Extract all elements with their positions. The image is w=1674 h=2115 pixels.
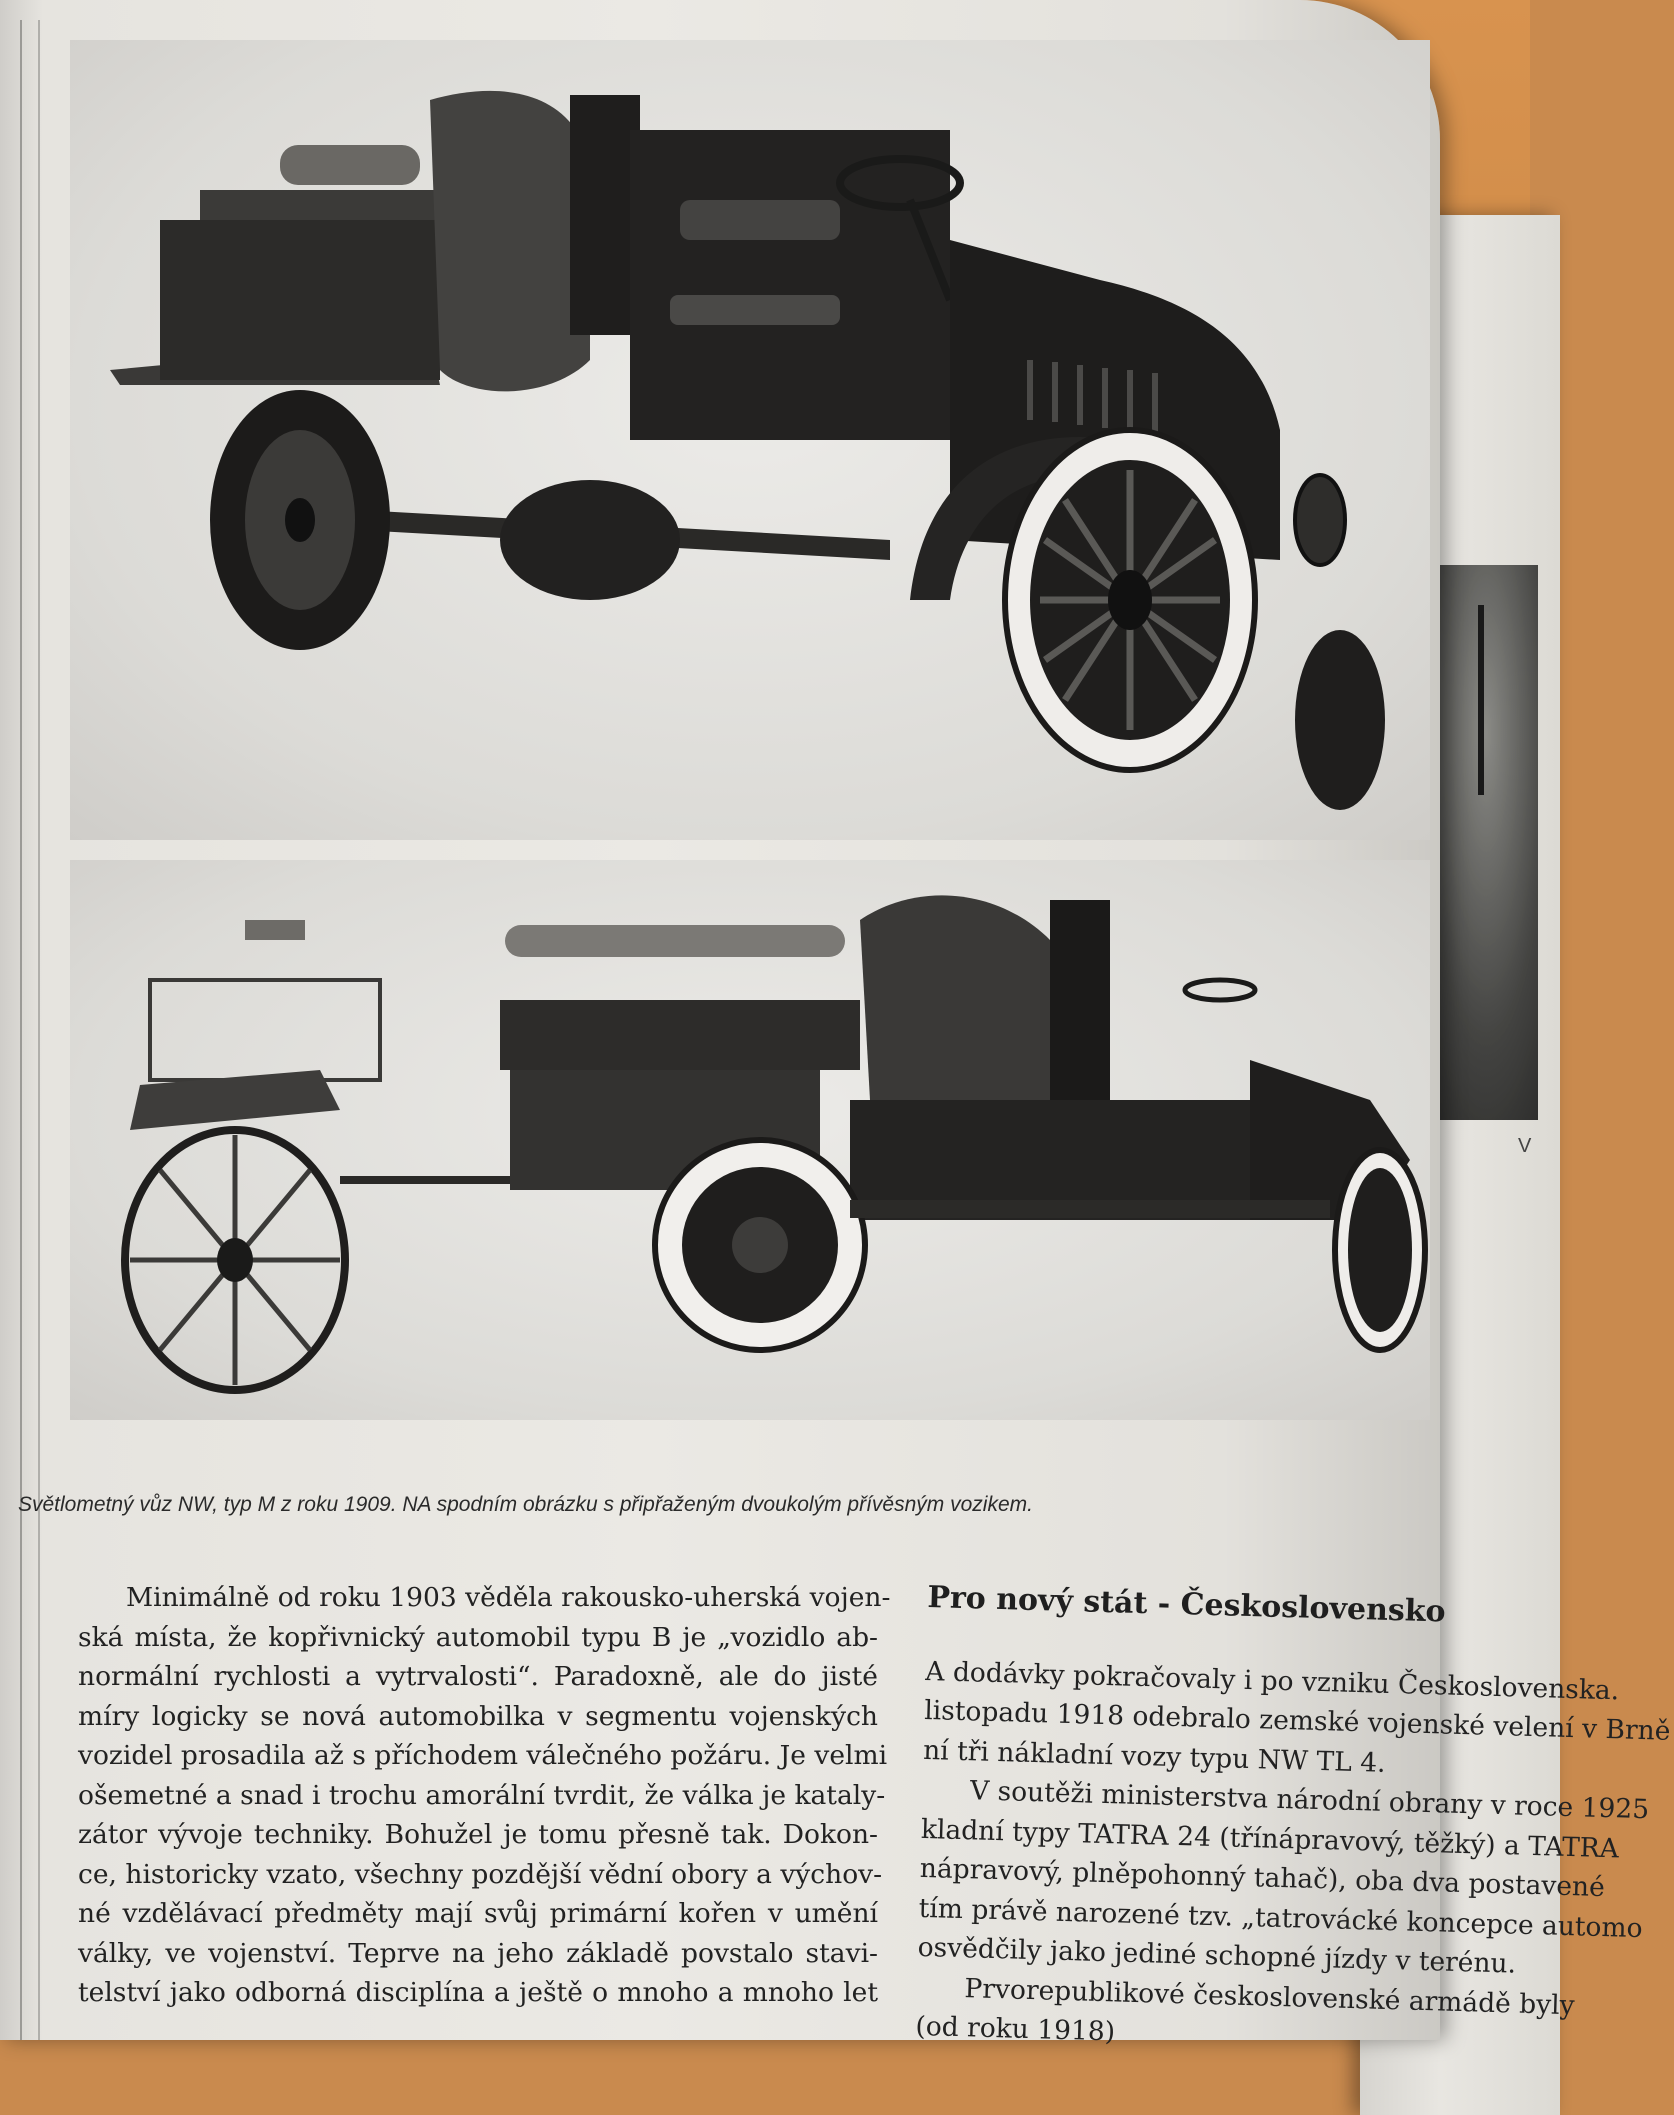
text-line: tím právě narozené tzv. „tatrovácké koncepce automo [918, 1892, 1644, 1944]
text-line: ošemetné a snad i trochu amorální tvrdit, že válka je kataly- [78, 1779, 886, 1811]
text-line: osvědčily jako jediné schopné jízdy v terénu. [917, 1931, 1517, 1980]
page-edge [20, 20, 40, 2040]
body-text-left-column [78, 1578, 891, 2013]
right-page-caption-fragment: V [1518, 1135, 1532, 1157]
photo-truck-with-trailer [70, 860, 1430, 1420]
text-line: telství jako odborná disciplína a ještě o mnoho a mnoho let [78, 1977, 878, 2008]
text-line: ská místa, že kopřivnický automobil typu B je „vozidlo ab- [78, 1621, 878, 1653]
text-line: A dodávky pokračovaly i po vzniku Československa. [924, 1655, 1620, 1706]
text-line: ce, historicky vzato, všechny pozdější vědní obory a výchov- [78, 1858, 883, 1890]
photo-caption: Světlometný vůz NW, typ M z roku 1909. NA spodním obrázku s připřaženým dvoukolým přívěsným vozikem. [18, 1493, 1033, 1516]
text-line: zátor vývoje techniky. Bohužel je tomu přesně tak. Dokon- [78, 1819, 878, 1850]
section-heading: Pro nový stát - Československo [926, 1579, 1447, 1630]
text-line: války, ve vojenství. Teprve na jeho základě povstalo stavi- [78, 1937, 878, 1969]
text-line: Prvorepublikové československé armádě byly [964, 1972, 1576, 2021]
text-line: Minimálně od roku 1903 věděla rakousko-uherská vojen- [126, 1582, 891, 1613]
text-line: né vzdělávací předměty mají svůj primární kořen v umění [78, 1898, 878, 1929]
text-line: ní tři nákladní vozy typu NW TL 4. [922, 1734, 1386, 1779]
text-line: listopadu 1918 odebralo zemské vojenské velení v Brně [923, 1694, 1671, 1747]
text-line: nápravový, plněpohonný tahač), oba dva postavené [919, 1852, 1606, 1904]
text-line: V soutěži ministerstva národní obrany v roce 1925 [969, 1775, 1650, 1826]
text-line: (od roku 1918) [915, 2010, 1116, 2048]
text-line: míry logicky se nová automobilka v segmentu vojenských [78, 1700, 878, 1732]
photo-searchlight-truck [70, 40, 1430, 840]
body-text-right-column [915, 1578, 1671, 2062]
text-line: normální rychlosti a vytrvalosti“. Paradoxně, ale do jisté [78, 1661, 878, 1692]
text-line: vozidel prosadila až s příchodem válečného požáru. Je velmi [78, 1740, 888, 1771]
right-column-lines [915, 1651, 1671, 2061]
text-line: kladní typy TATRA 24 (třínápravový, těžký) a TATRA [920, 1813, 1620, 1864]
